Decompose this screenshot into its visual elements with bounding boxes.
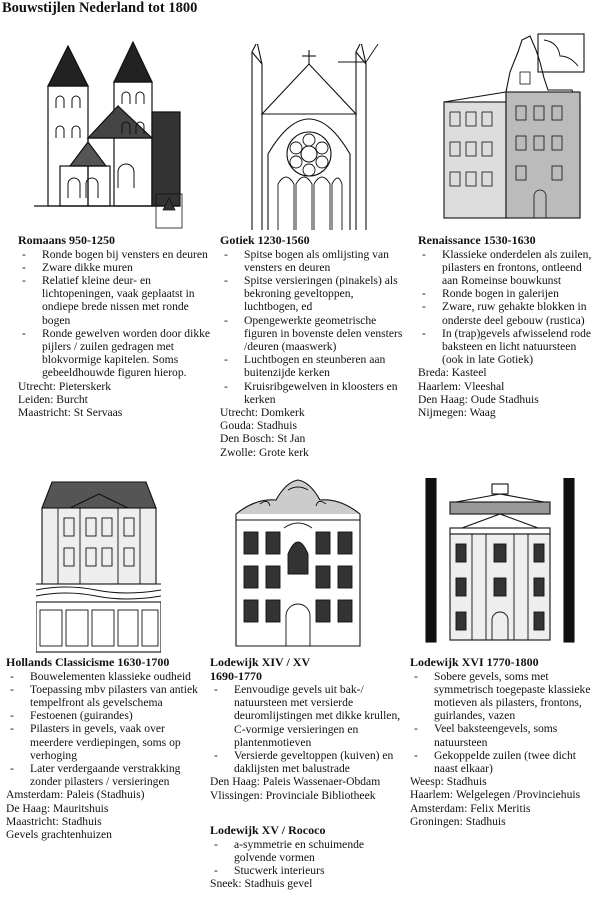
example-location: Amsterdam: Paleis (Stadhuis) [6,788,145,802]
feature-item: - In (trap)gevels afwisselend rode baksteen en licht natuursteen (ook in late Gotiek) [418,327,598,367]
section-heading: Lodewijk XV / Rococo [210,823,326,837]
dutch-classicism-building-illustration [36,478,161,654]
renaissance-building-illustration [436,32,586,224]
feature-item: - Later verdergaande verstrakking zonder pilasters / versieringen [6,762,206,788]
example-location: Haarlem: Welgelegen /Provinciehuis [410,788,581,802]
section-hollands-classicisme [6,656,206,841]
feature-item: - Spitse bogen als omlijsting van vensters en deuren [220,248,404,274]
example-location: Den Bosch: St Jan [220,432,306,446]
feature-item: - Bouwelementen klassieke oudheid [6,670,206,683]
louis-xvi-building-illustration [424,478,576,644]
section-heading: Lodewijk XIV / XV [210,655,311,669]
section-heading: Renaissance 1530-1630 [418,233,536,247]
example-location: Den Haag: Oude Stadhuis [418,392,539,406]
feature-list [418,248,598,367]
feature-item: - Sobere gevels, soms met symmetrisch toegepaste klassieke motieven als pilasters, frontons, guirlandes, vazen [410,670,598,723]
feature-item: - Eenvoudige gevels uit bak-/ natuursteen met versierde deuromlijstingen met dikke krullen, C-vormige versieringen en plantenmotieven [210,683,406,749]
feature-item: - Festoenen (guirandes) [6,709,206,722]
section-heading: Romaans 950-1250 [18,233,116,247]
feature-list [210,683,406,775]
example-location: De Haag: Mauritshuis [6,801,109,815]
feature-list [220,248,404,406]
feature-item: - Zware dikke muren [18,261,218,274]
feature-item: - Pilasters in gevels, vaak over meerdere verdiepingen, soms op verhoging [6,722,206,762]
feature-item: - a-symmetrie en schuimende golvende vormen [210,838,406,864]
section-heading: Gotiek 1230-1560 [220,233,310,247]
feature-item: - Zware, ruw gehakte blokken in onderste deel gebouw (rustica) [418,300,598,326]
example-location: Maastricht: St Servaas [18,405,123,419]
page-title: Bouwstijlen Nederland tot 1800 [2,0,198,16]
feature-item: - Ronde gewelven worden door dikke pijlers / zuilen gedragen met blokvormige kapitelen. Soms gebeeldhouwde figuren hierop. [18,327,218,380]
example-location: Vlissingen: Provinciale Bibliotheek [210,788,376,802]
example-location: Amsterdam: Felix Meritis [410,801,531,815]
example-location: Gouda: Stadhuis [220,419,297,433]
example-location: Zwolle: Grote kerk [220,445,309,459]
example-location: Sneek: Stadhuis gevel [210,877,313,891]
section-heading: Hollands Classicisme 1630-1700 [6,655,170,669]
feature-item: - Stucwerk interieurs [210,864,406,877]
example-location: Maastricht: Stadhuis [6,814,102,828]
feature-list [18,248,218,380]
louis-xiv-facade-illustration [232,478,364,648]
feature-item: - Spitse versieringen (pinakels) als bekroning geveltoppen, luchtbogen, ed [220,274,404,314]
section-heading: Lodewijk XVI 1770-1800 [410,655,539,669]
feature-item: - Versierde geveltoppen (kuiven) en daklijsten met balustrade [210,749,406,775]
feature-item: - Veel baksteengevels, soms natuursteen [410,722,598,748]
feature-list [210,838,406,878]
section-renaissance [418,234,598,419]
feature-item: - Ronde bogen in galerijen [418,287,598,300]
feature-item: - Klassieke onderdelen als zuilen, pilasters en frontons, ontleend aan Romeinse bouwkunst [418,248,598,288]
section-lodewijk-xv-rococo [210,824,406,890]
example-location: Weesp: Stadhuis [410,775,487,789]
gothic-facade-illustration [238,44,380,232]
example-location: Breda: Kasteel [418,366,487,380]
section-romaans [18,234,218,419]
feature-item: - Kruisribgewelven in kloosters en kerken [220,380,404,406]
example-location: Utrecht: Domkerk [220,405,305,419]
example-location: Nijmegen: Waag [418,405,496,419]
example-location: Haarlem: Vleeshal [418,379,505,393]
feature-item: - Gekoppelde zuilen (twee dicht naast elkaar) [410,749,598,775]
example-location: Leiden: Burcht [18,392,88,406]
feature-item: - Toepassing mbv pilasters van antiek tempelfront als gevelschema [6,683,206,709]
section-lodewijk-xvi [410,656,598,828]
example-location: Groningen: Stadhuis [410,814,506,828]
feature-list [410,670,598,776]
feature-item: - Ronde bogen bij vensters en deuren [18,248,218,261]
section-gotiek [220,234,404,459]
example-location: Utrecht: Pieterskerk [18,379,112,393]
feature-item: - Opengewerkte geometrische figuren in bovenste delen vensters /deuren (maaswerk) [220,314,404,354]
romanesque-church-illustration [30,38,185,230]
example-location: Gevels grachtenhuizen [6,827,112,841]
section-lodewijk-xiv-xv [210,656,406,802]
section-heading-dates: 1690-1770 [210,668,262,683]
feature-list [6,670,206,789]
feature-item: - Luchtbogen en steunberen aan buitenzijde kerken [220,353,404,379]
feature-item: - Relatief kleine deur- en lichtopeningen, vaak geplaatst in ondiepe brede nissen met ronde bogen [18,274,218,327]
example-location: Den Haag: Paleis Wassenaer-Obdam [210,775,381,789]
